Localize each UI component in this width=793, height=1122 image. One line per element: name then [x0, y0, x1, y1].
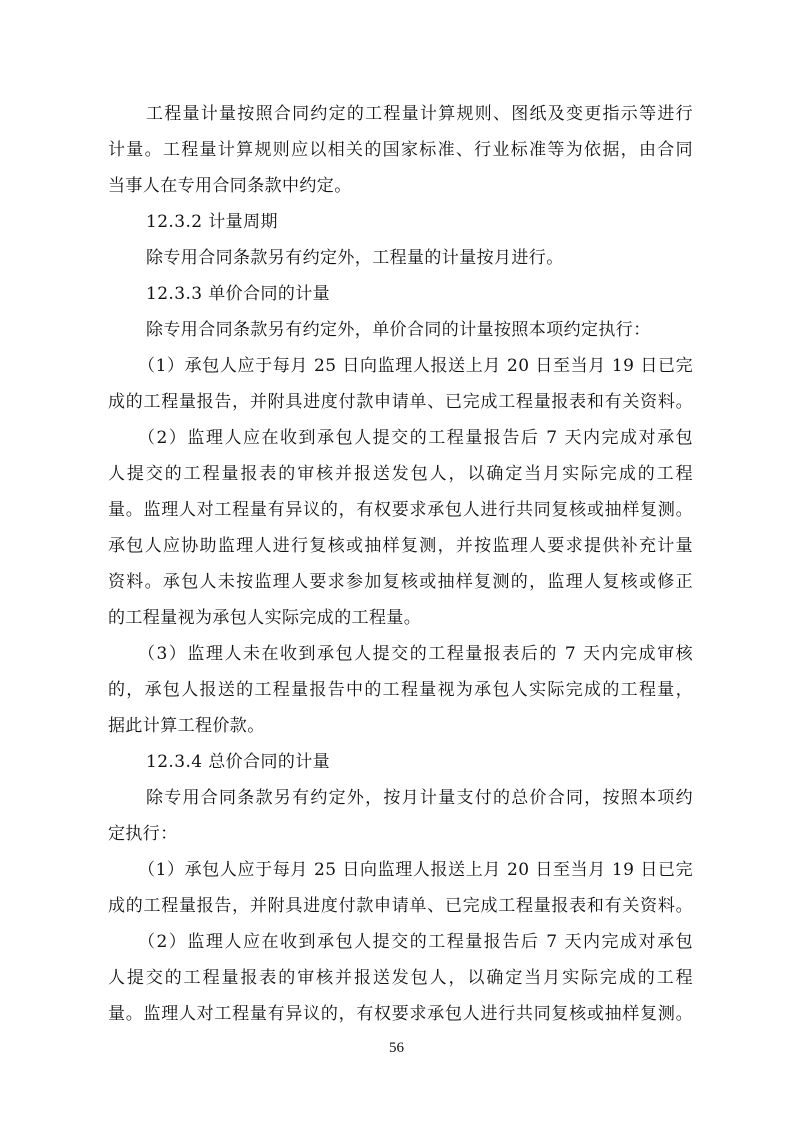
list-item-line: 的，承包人报送的工程量报告中的工程量视为承包人实际完成的工程量， — [108, 680, 693, 700]
list-item-line: 人提交的工程量报表的审核并报送发包人，以确定当月实际完成的工程 — [108, 968, 693, 988]
list-item-line: （2）监理人应在收到承包人提交的工程量报告后 7 天内完成对承包 — [138, 428, 693, 448]
body-text-line: 计量。工程量计算规则应以相关的国家标准、行业标准等为依据，由合同 — [108, 140, 693, 160]
section-heading-12-3-4: 12.3.4 总价合同的计量 — [146, 752, 331, 772]
list-item-line: 量。监理人对工程量有异议的，有权要求承包人进行共同复核或抽样复测。 — [108, 500, 693, 520]
body-text-line: 除专用合同条款另有约定外，工程量的计量按月进行。 — [146, 248, 564, 268]
list-item-line: 成的工程量报告，并附具进度付款申请单、已完成工程量报表和有关资料。 — [108, 896, 693, 916]
list-item-line: 人提交的工程量报表的审核并报送发包人，以确定当月实际完成的工程 — [108, 464, 693, 484]
list-item-line: （1）承包人应于每月 25 日向监理人报送上月 20 日至当月 19 日已完 — [138, 356, 693, 376]
body-text-line: 工程量计量按照合同约定的工程量计算规则、图纸及变更指示等进行 — [146, 104, 693, 124]
list-item-line: 资料。承包人未按监理人要求参加复核或抽样复测的，监理人复核或修正 — [108, 572, 693, 592]
list-item-line: 成的工程量报告，并附具进度付款申请单、已完成工程量报表和有关资料。 — [108, 392, 693, 412]
section-heading-12-3-3: 12.3.3 单价合同的计量 — [146, 284, 331, 304]
body-text-line: 当事人在专用合同条款中约定。 — [108, 176, 352, 196]
list-item-line: 量。监理人对工程量有异议的，有权要求承包人进行共同复核或抽样复测。 — [108, 1004, 693, 1024]
list-item-line: 的工程量视为承包人实际完成的工程量。 — [108, 608, 422, 628]
list-item-line: （1）承包人应于每月 25 日向监理人报送上月 20 日至当月 19 日已完 — [138, 860, 693, 880]
list-item-line: （2）监理人应在收到承包人提交的工程量报告后 7 天内完成对承包 — [138, 932, 693, 952]
list-item-line: 据此计算工程价款。 — [108, 716, 265, 736]
body-text-line: 除专用合同条款另有约定外，单价合同的计量按照本项约定执行： — [146, 320, 651, 340]
body-text-line: 除专用合同条款另有约定外，按月计量支付的总价合同，按照本项约 — [146, 788, 693, 808]
list-item-line: 承包人应协助监理人进行复核或抽样复测，并按监理人要求提供补充计量 — [108, 536, 693, 556]
body-text-line: 定执行： — [108, 824, 178, 844]
page-number: 56 — [389, 1040, 404, 1056]
section-heading-12-3-2: 12.3.2 计量周期 — [146, 212, 278, 232]
list-item-line: （3）监理人未在收到承包人提交的工程量报表后的 7 天内完成审核 — [138, 644, 693, 664]
